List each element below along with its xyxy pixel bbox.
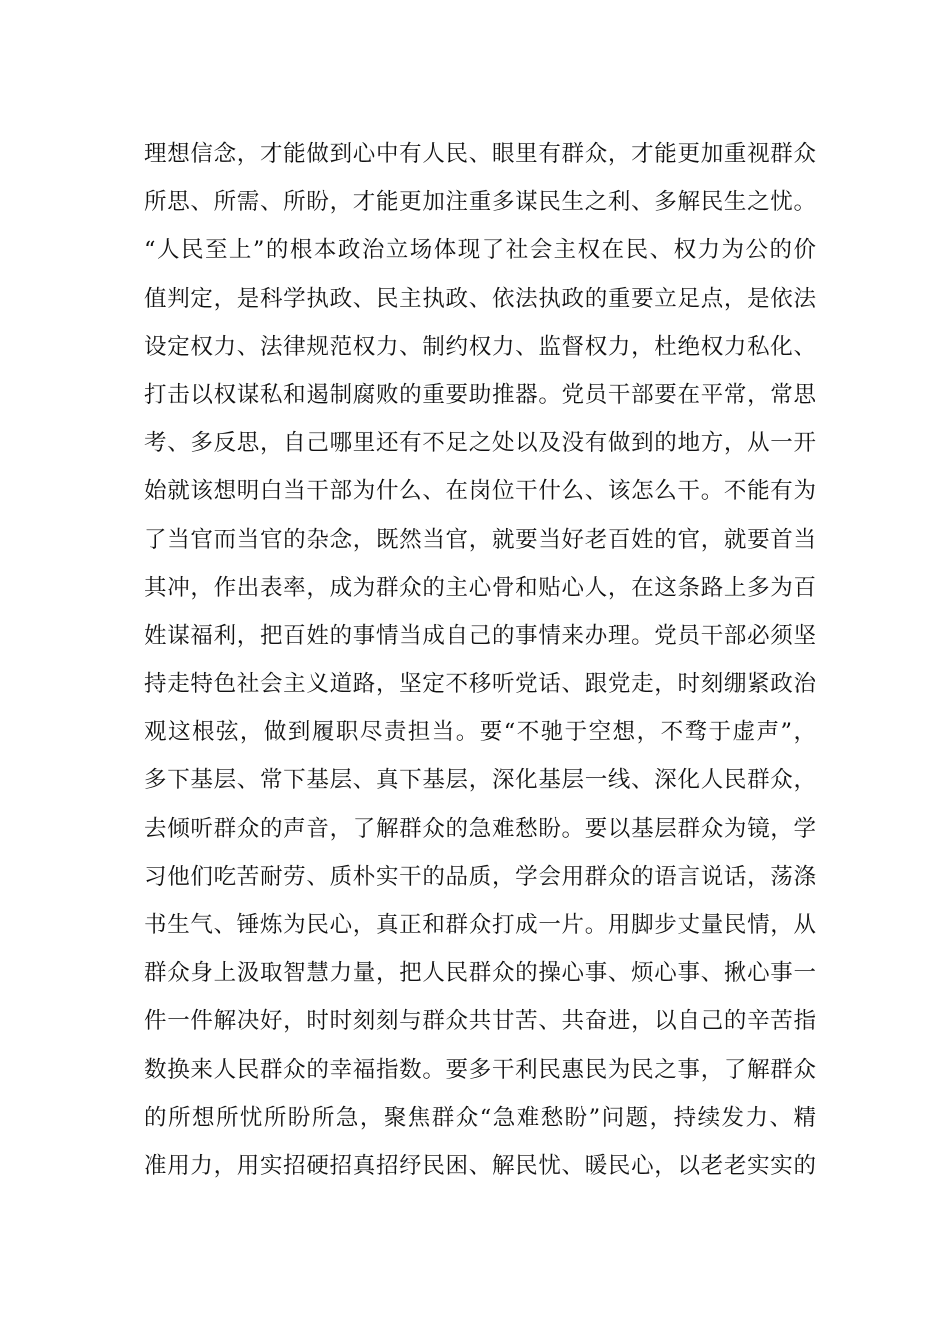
text-line: 准用力，用实招硬招真招纾民困、解民忧、暖民心，以老老实实的 xyxy=(144,1152,816,1179)
text-line: 始就该想明白当干部为什么、在岗位干什么、该怎么干。不能有为 xyxy=(144,478,816,505)
text-line: 设定权力、法律规范权力、制约权力、监督权力，杜绝权力私化、 xyxy=(144,333,816,360)
text-line: 观这根弦，做到履职尽责担当。要“不驰于空想，不骛于虚声”， xyxy=(144,719,816,746)
text-line: 值判定，是科学执政、民主执政、依法执政的重要立足点，是依法 xyxy=(144,285,816,312)
text-line: 了当官而当官的杂念，既然当官，就要当好老百姓的官，就要首当 xyxy=(144,526,816,553)
text-line: “人民至上”的根本政治立场体现了社会主权在民、权力为公的价 xyxy=(144,237,816,264)
text-line: 姓谋福利，把百姓的事情当成自己的事情来办理。党员干部必须坚 xyxy=(144,622,816,649)
text-line: 多下基层、常下基层、真下基层，深化基层一线、深化人民群众， xyxy=(144,767,816,794)
text-line: 打击以权谋私和遏制腐败的重要助推器。党员干部要在平常，常思 xyxy=(144,381,816,408)
text-line: 去倾听群众的声音，了解群众的急难愁盼。要以基层群众为镜，学 xyxy=(144,815,816,842)
text-line: 书生气、锤炼为民心，真正和群众打成一片。用脚步丈量民情，从 xyxy=(144,912,816,938)
text-line: 数换来人民群众的幸福指数。要多干利民惠民为民之事，了解群众 xyxy=(144,1056,816,1083)
text-line: 其冲，作出表率，成为群众的主心骨和贴心人，在这条路上多为百 xyxy=(144,574,816,601)
text-line: 习他们吃苦耐劳、质朴实干的品质，学会用群众的语言说话，荡涤 xyxy=(144,863,816,890)
text-line: 持走特色社会主义道路，坚定不移听党话、跟党走，时刻绷紧政治 xyxy=(144,671,816,698)
text-line: 件一件解决好，时时刻刻与群众共甘苦、共奋进，以自己的辛苦指 xyxy=(144,1008,816,1035)
text-line: 的所想所忧所盼所急，聚焦群众“急难愁盼”问题，持续发力、精 xyxy=(144,1104,816,1131)
body-text xyxy=(144,130,816,1190)
text-line: 理想信念，才能做到心中有人民、眼里有群众，才能更加重视群众 xyxy=(144,141,816,167)
text-line: 考、多反思，自己哪里还有不足之处以及没有做到的地方，从一开 xyxy=(144,430,816,457)
text-line: 所思、所需、所盼，才能更加注重多谋民生之利、多解民生之忧。 xyxy=(144,189,816,216)
text-line: 群众身上汲取智慧力量，把人民群众的操心事、烦心事、揪心事一 xyxy=(144,960,816,987)
